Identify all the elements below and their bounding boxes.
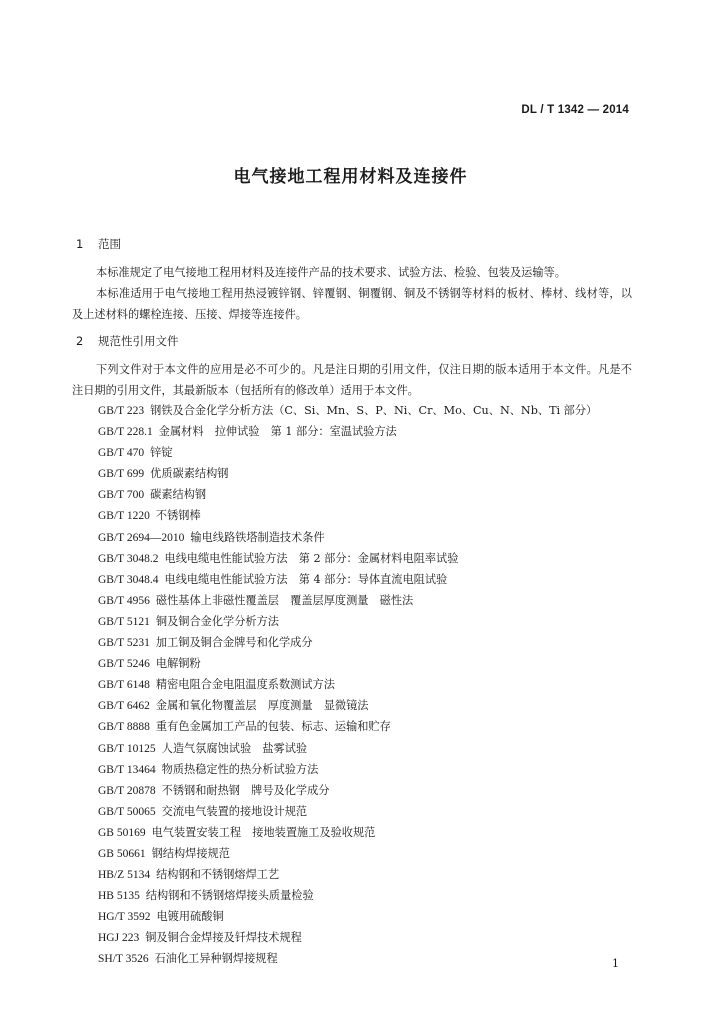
reference-title: 物质热稳定性的热分析试验方法 — [161, 762, 319, 776]
reference-code: GB/T 3048.2 — [98, 552, 159, 565]
reference-code: GB/T 4956 — [98, 594, 150, 607]
reference-item — [98, 843, 638, 864]
reference-item — [98, 611, 638, 632]
reference-code: GB/T 699 — [98, 468, 145, 481]
section-2-intro: 下列文件对于本文件的应用是必不可少的。凡是注日期的引用文件，仅注日期的版本适用于本文件。凡是不注日期的引用文件，其最新版本（包括所有的修改单）适用于本文件。 — [72, 363, 632, 397]
reference-item — [98, 927, 638, 948]
reference-list — [98, 400, 638, 970]
reference-item — [98, 442, 638, 463]
reference-title: 磁性基体上非磁性覆盖层 覆盖层厚度测量 磁性法 — [155, 593, 414, 607]
reference-title: 结构钢和不锈钢熔焊工艺 — [156, 868, 280, 882]
reference-item — [98, 569, 638, 590]
reference-item — [98, 864, 638, 885]
reference-title: 重有色金属加工产品的包装、标志、运输和贮存 — [155, 720, 391, 734]
reference-item — [98, 674, 638, 695]
document-title: 电气接地工程用材料及连接件 — [233, 167, 468, 187]
reference-item — [98, 590, 638, 611]
reference-item — [98, 738, 638, 759]
reference-title: 输电线路铁塔制造技术条件 — [190, 530, 325, 544]
section-2-number: 2 — [76, 334, 84, 348]
reference-title: 碳素结构钢 — [150, 488, 207, 502]
reference-title: 钢结构焊接规范 — [151, 846, 230, 860]
reference-item — [98, 400, 638, 421]
reference-item — [98, 484, 638, 505]
reference-code: GB/T 1220 — [98, 510, 150, 523]
reference-item — [98, 653, 638, 674]
reference-code: GB/T 10125 — [98, 742, 156, 755]
section-1-paragraph-1: 本标准规定了电气接地工程用材料及连接件产品的技术要求、试验方法、检验、包装及运输等。 — [96, 266, 566, 279]
reference-code: GB/T 13464 — [98, 763, 156, 776]
reference-code: GB 50169 — [98, 826, 146, 839]
reference-title: 电线电缆电性能试验方法 第 4 部分：导体直流电阻试验 — [164, 572, 448, 586]
reference-code: GB/T 6148 — [98, 679, 150, 692]
reference-code: GB/T 50065 — [98, 805, 156, 818]
reference-item — [98, 822, 638, 843]
reference-item — [98, 759, 638, 780]
reference-title: 金属和氧化物覆盖层 厚度测量 显微镜法 — [155, 699, 369, 713]
reference-item — [98, 948, 638, 969]
reference-title: 人造气氛腐蚀试验 盐雾试验 — [161, 741, 308, 755]
reference-code: HB/Z 5134 — [98, 869, 151, 882]
reference-code: GB/T 5231 — [98, 637, 150, 650]
reference-title: 结构钢和不锈钢熔焊接头质量检验 — [145, 889, 314, 903]
section-1-number: 1 — [76, 237, 84, 251]
reference-item — [98, 885, 638, 906]
reference-code: GB/T 228.1 — [98, 426, 153, 439]
reference-item — [98, 780, 638, 801]
reference-title: 电线电缆电性能试验方法 第 2 部分：金属材料电阻率试验 — [164, 551, 459, 565]
reference-title: 钢铁及合金化学分析方法（C、Si、Mn、S、P、Ni、Cr、Mo、Cu、N、Nb、Ti 部分） — [150, 404, 598, 417]
reference-item — [98, 906, 638, 927]
reference-title: 铜及铜合金焊接及钎焊技术规程 — [145, 931, 302, 945]
reference-code: GB/T 700 — [98, 489, 145, 502]
reference-item — [98, 695, 638, 716]
reference-title: 铜及铜合金化学分析方法 — [155, 614, 279, 628]
reference-item — [98, 716, 638, 737]
reference-item — [98, 505, 638, 526]
reference-item — [98, 421, 638, 442]
reference-code: HB 5135 — [98, 890, 140, 903]
reference-code: GB/T 5246 — [98, 658, 150, 671]
reference-title: 石油化工异种钢焊接规程 — [154, 952, 278, 966]
reference-code: GB/T 470 — [98, 447, 145, 460]
section-1-heading — [76, 236, 121, 252]
reference-item — [98, 632, 638, 653]
reference-item — [98, 548, 638, 569]
reference-item — [98, 463, 638, 484]
reference-code: SH/T 3526 — [98, 953, 149, 966]
section-2-title: 规范性引用文件 — [98, 334, 179, 348]
reference-title: 不锈钢棒 — [155, 509, 201, 523]
reference-title: 金属材料 拉伸试验 第 1 部分：室温试验方法 — [158, 425, 397, 439]
reference-title: 电镀用硫酸铜 — [156, 910, 224, 924]
section-1-paragraph-2: 本标准适用于电气接地工程用热浸镀锌钢、锌覆钢、铜覆钢、铜及不锈钢等材料的板材、棒材、线材等，以及上述材料的螺栓连接、压接、焊接等连接件。 — [72, 287, 632, 321]
reference-title: 不锈钢和耐热钢 牌号及化学成分 — [161, 783, 330, 797]
reference-code: GB/T 6462 — [98, 700, 150, 713]
reference-code: GB/T 20878 — [98, 784, 156, 797]
reference-title: 精密电阻合金电阻温度系数测试方法 — [155, 678, 335, 692]
reference-title: 电解铜粉 — [155, 657, 201, 671]
reference-title: 交流电气装置的接地设计规范 — [161, 804, 308, 818]
page-number: 1 — [612, 957, 619, 970]
standard-code: DL / T 1342 — 2014 — [521, 104, 629, 116]
section-1-title: 范围 — [98, 237, 121, 251]
reference-title: 优质碳素结构钢 — [150, 467, 229, 481]
reference-code: GB/T 8888 — [98, 721, 150, 734]
reference-code: GB 50661 — [98, 847, 146, 860]
reference-title: 加工铜及铜合金牌号和化学成分 — [155, 636, 313, 650]
reference-item — [98, 801, 638, 822]
reference-title: 锌锭 — [150, 446, 173, 460]
reference-code: GB/T 5121 — [98, 615, 150, 628]
reference-code: GB/T 2694—2010 — [98, 531, 185, 544]
reference-item — [98, 527, 638, 548]
section-2-heading — [76, 333, 179, 349]
reference-code: HG/T 3592 — [98, 911, 151, 924]
reference-title: 电气装置安装工程 接地装置施工及验收规范 — [151, 825, 376, 839]
reference-code: GB/T 223 — [98, 405, 145, 417]
reference-code: HGJ 223 — [98, 932, 140, 945]
reference-code: GB/T 3048.4 — [98, 573, 159, 586]
